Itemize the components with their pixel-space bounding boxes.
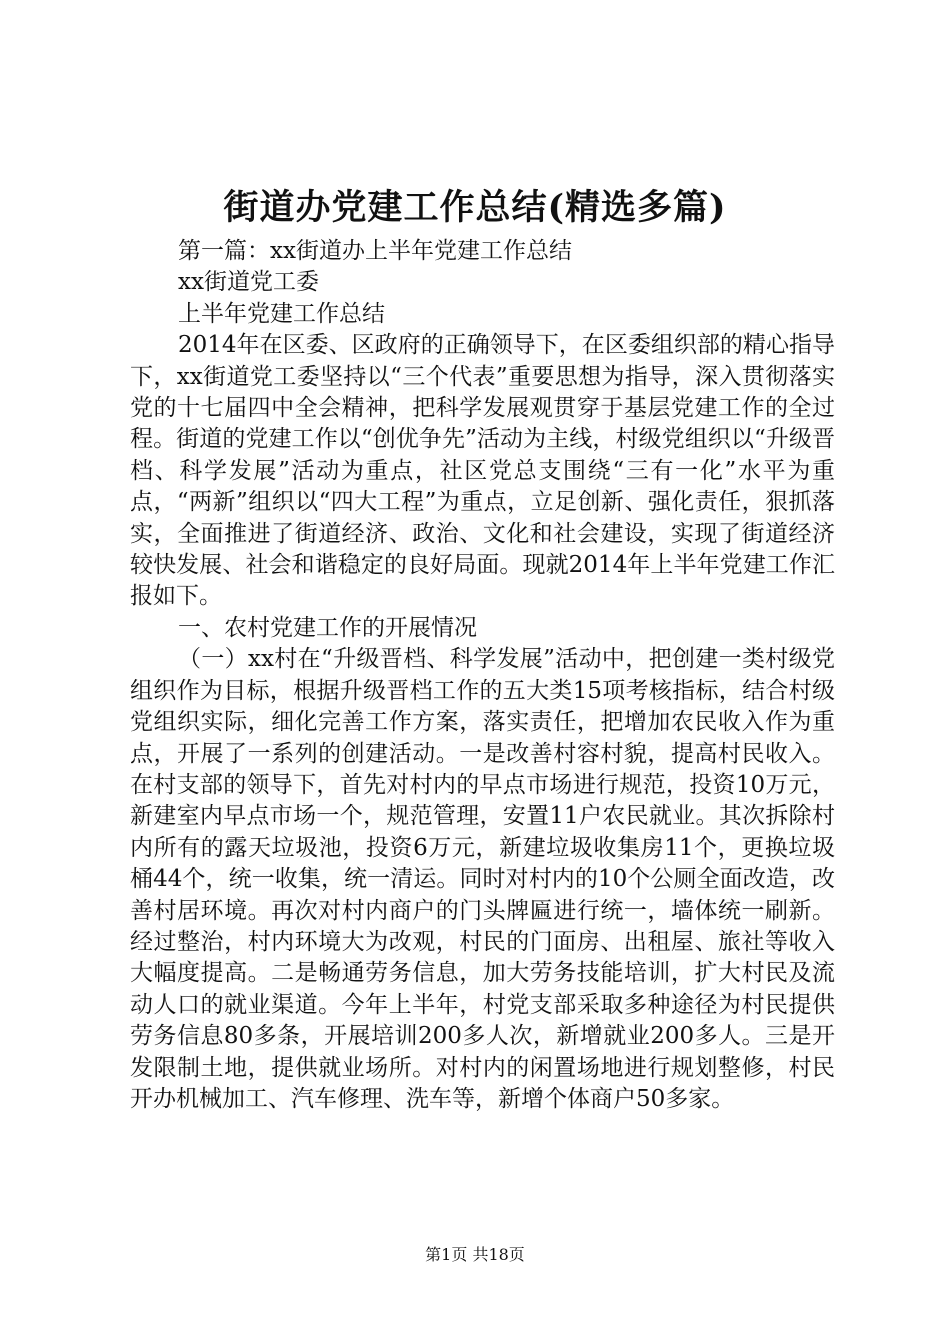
document-title: 街道办党建工作总结(精选多篇) <box>223 187 727 228</box>
issuer-line: xx街道党工委 <box>178 269 319 296</box>
body-paragraph-intro: 2014年在区委、区政府的正确领导下，在区委组织部的精心指导下，xx街道党工委坚持以“三个代表”重要思想为指导，深入贯彻落实党的十七届四中全会精神，把科学发展观贯穿于基层党建工作的全过程。街道的党建工作以“创优争先”活动为主线，村级党组织以“升级晋档、科学发展”活动为重点，社区党总支围绕“三有一化”水平为重点，“两新”组织以“四大工程”为重点，立足创新、强化责任，狠抓落实，全面推进了街道经济、政治、文化和社会建设，实现了街道经济较快发展、社会和谐稳定的良好局面。现就2014年上半年党建工作汇报如下。 <box>130 332 835 610</box>
document-body <box>130 236 835 1115</box>
chapter-heading: 第一篇：xx街道办上半年党建工作总结 <box>178 238 572 264</box>
report-subtitle: 上半年党建工作总结 <box>178 300 385 327</box>
page-footer: 第1页 共18页 <box>425 1245 525 1264</box>
body-paragraph-village: （一）xx村在“升级晋档、科学发展”活动中，把创建一类村级党组织作为目标，根据升级晋档工作的五大类15项考核指标，结合村级党组织实际，细化完善工作方案，落实责任，把增加农民收入作为重点，开展了一系列的创建活动。一是改善村容村貌，提高村民收入。在村支部的领导下，首先对村内的早点市场进行规范，投资10万元，新建室内早点市场一个，规范管理，安置11户农民就业。其次拆除村内所有的露天垃圾池，投资6万元，新建垃圾收集房11个，更换垃圾桶44个，统一收集，统一清运。同时对村内的10个公厕全面改造，改善村居环境。再次对村内商户的门头牌匾进行统一，墙体统一刷新。经过整治，村内环境大为改观，村民的门面房、出租屋、旅社等收入大幅度提高。二是畅通劳务信息，加大劳务技能培训，扩大村民及流动人口的就业渠道。今年上半年，村党支部采取多种途径为村民提供劳务信息80多条，开展培训200多人次，新增就业200多人。三是开发限制土地，提供就业场所。对村内的闲置场地进行规划整修，村民开办机械加工、汽车修理、洗车等，新增个体商户50多家。 <box>130 646 835 1112</box>
section-heading: 一、农村党建工作的开展情况 <box>178 614 477 641</box>
